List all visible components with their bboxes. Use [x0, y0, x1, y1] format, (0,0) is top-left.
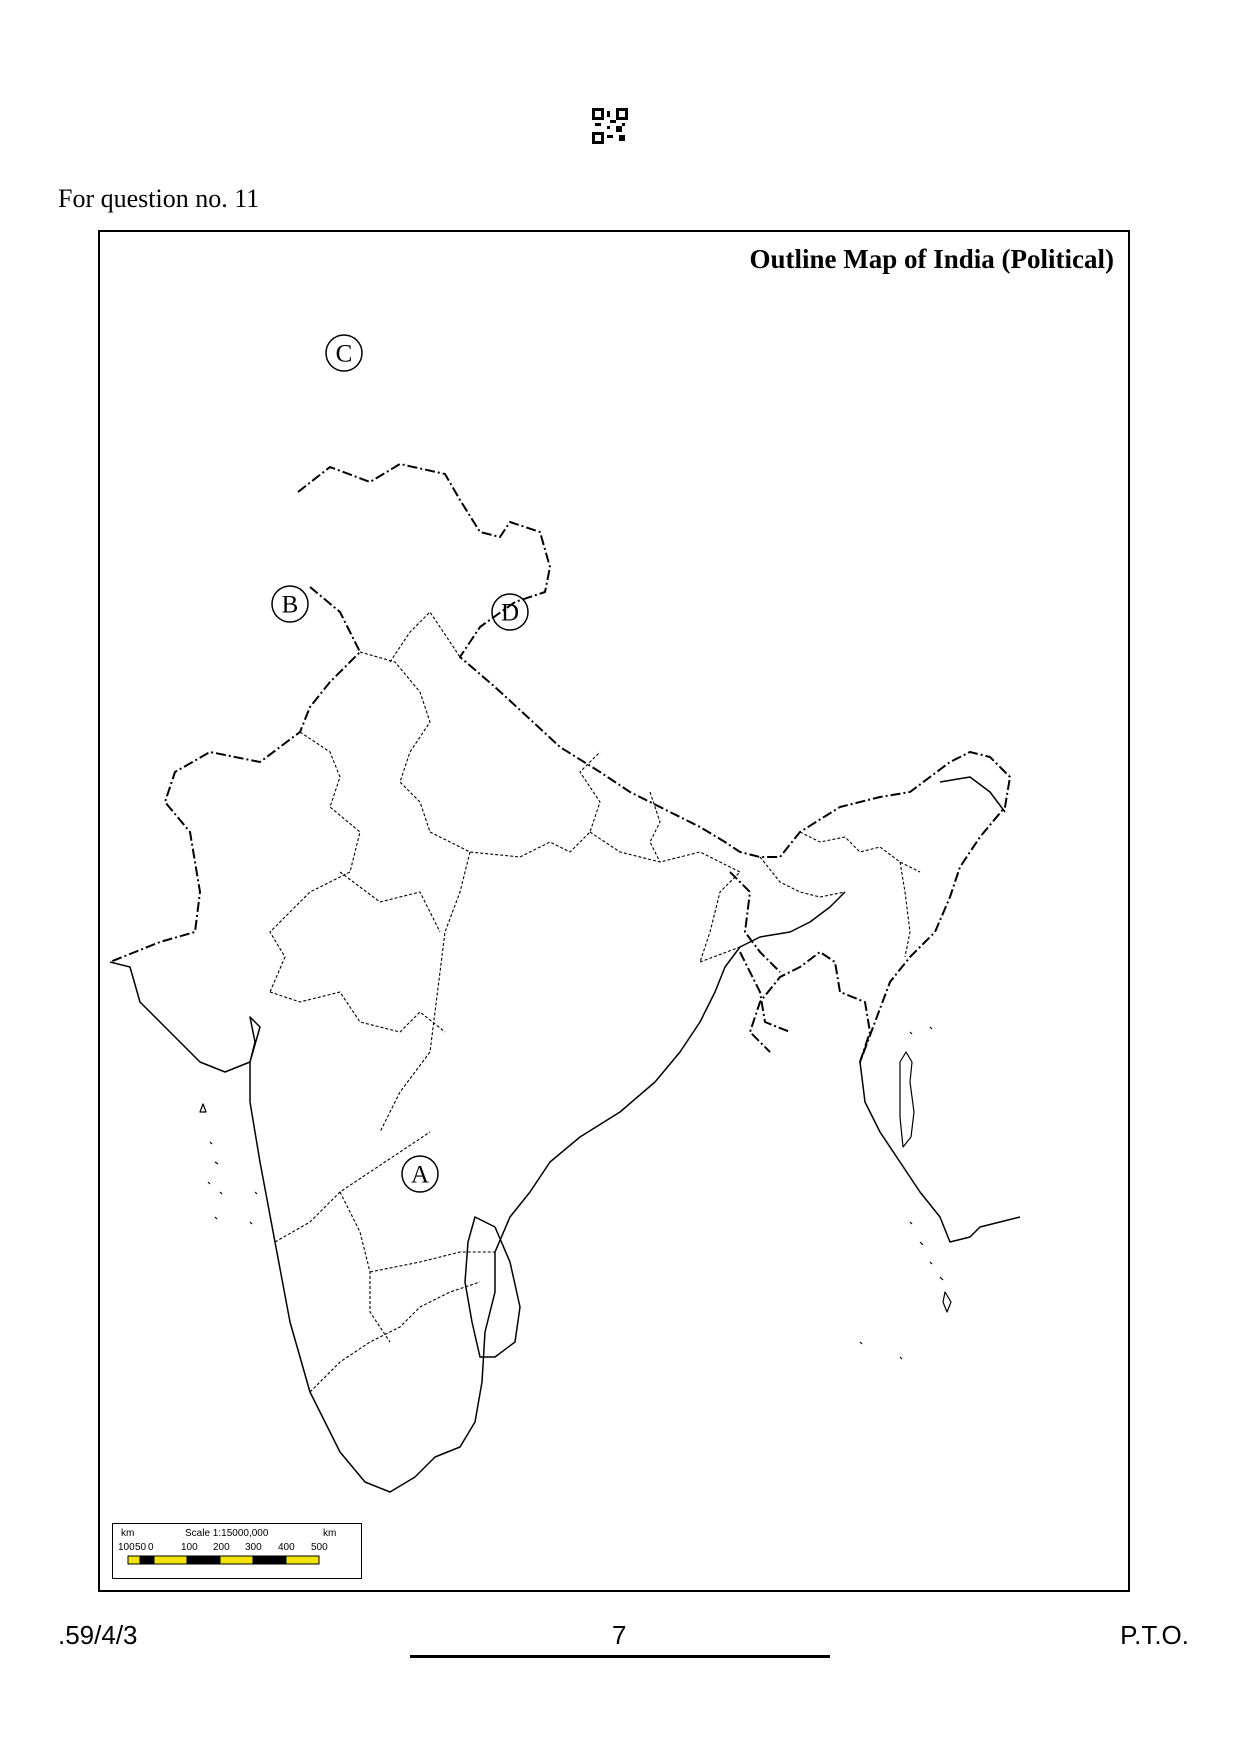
scale-tick: 300: [245, 1542, 262, 1553]
east-region-outline: [860, 777, 1020, 1242]
marker-c: C: [335, 340, 353, 368]
marker-a: A: [410, 1161, 430, 1189]
map-title: Outline Map of India (Political): [749, 244, 1114, 274]
map-markers: [272, 335, 528, 1192]
map-scale-bar: [112, 1523, 362, 1579]
map-frame: [98, 230, 1130, 1592]
scale-graphic: [113, 1524, 360, 1577]
lakshadweep-islands: [200, 1104, 257, 1224]
scale-tick: 50: [135, 1542, 147, 1553]
qr-code-icon: [592, 108, 628, 144]
scale-tick: 200: [213, 1542, 230, 1553]
marker-b: B: [281, 591, 299, 619]
page-number: 7: [612, 1620, 627, 1650]
pto-label: P.T.O.: [1120, 1620, 1189, 1650]
state-boundaries: [360, 652, 430, 832]
scale-tick: 0: [148, 1542, 154, 1553]
scale-tick: 500: [311, 1542, 328, 1553]
india-outline-map: [100, 232, 1128, 1590]
scale-tick: 100: [181, 1542, 198, 1553]
scale-title: Scale 1:15000,000: [185, 1528, 269, 1539]
international-border: [298, 464, 1010, 1062]
footer-divider: [410, 1655, 830, 1658]
andaman-nicobar-islands: [860, 1027, 951, 1359]
sri-lanka-outline: [465, 1217, 520, 1357]
question-label: For question no. 11: [58, 184, 260, 213]
paper-code: .59/4/3: [58, 1620, 138, 1650]
northeast-border: [730, 872, 790, 1032]
scale-unit-right: km: [323, 1528, 337, 1539]
scale-unit-left: km: [121, 1528, 135, 1539]
scale-tick: 100: [118, 1542, 135, 1553]
marker-d: D: [500, 599, 520, 627]
west-border: [110, 587, 360, 962]
scale-tick: 400: [278, 1542, 295, 1553]
